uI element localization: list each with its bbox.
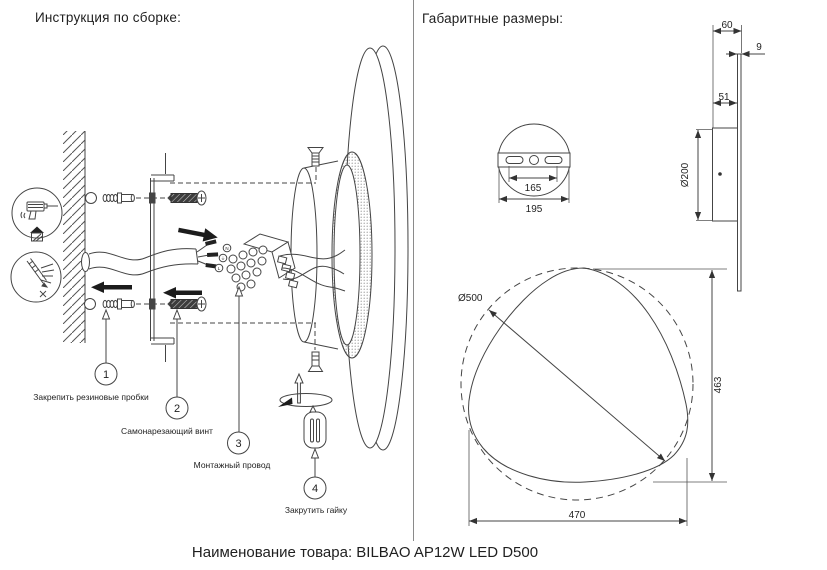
step-number-2: 2 — [173, 403, 181, 415]
drill-icon — [12, 188, 62, 241]
diameter-line — [489, 310, 665, 461]
dim-9: 9 — [756, 42, 762, 53]
dimensions-diagram — [458, 20, 765, 526]
terminal-label-earth: ⏚ — [220, 256, 226, 261]
insert-anchor-icon — [11, 252, 61, 302]
front-view — [458, 268, 727, 526]
dashed-circle-500 — [461, 268, 693, 500]
step-label-3: Монтажный провод — [193, 460, 271, 470]
step-number-3: 3 — [235, 438, 242, 450]
product-name-label: Наименование товара: — [191, 544, 353, 561]
dim-500: Ø500 — [458, 293, 483, 304]
dim-463: 463 — [713, 376, 724, 394]
step-label-2: Самонарезающий винт — [121, 426, 213, 436]
up-arrow-outline — [295, 374, 303, 403]
terminal-label-l: L — [217, 266, 221, 271]
wall — [63, 131, 97, 343]
terminal-holes — [227, 246, 267, 291]
wire-tips — [205, 239, 218, 268]
backplate-view — [498, 124, 570, 215]
dim-60: 60 — [721, 20, 733, 31]
step-label-4: Закрутить гайку — [284, 505, 348, 515]
direction-arrows — [91, 223, 219, 298]
barrel-nut — [304, 412, 326, 448]
step-number-4: 4 — [311, 483, 319, 495]
side-view — [680, 20, 765, 291]
mounting-bracket — [150, 153, 175, 362]
dim-195: 195 — [525, 204, 543, 215]
top-screw — [308, 148, 323, 167]
rubber-anchor-top — [103, 193, 134, 203]
step-label-1: Закрепить резиновые пробки — [33, 392, 149, 402]
arrow-left-icon — [91, 282, 132, 294]
screw-bottom — [168, 297, 206, 311]
product-name — [120, 544, 610, 561]
assembly-panel-title: Инструкция по сборке: — [35, 10, 182, 25]
cable-grommet — [82, 253, 90, 272]
arrow-left2-icon — [163, 287, 202, 299]
assembly-diagram — [11, 46, 408, 515]
dimensions-panel-title: Габаритные размеры: — [422, 11, 564, 26]
screw-top — [168, 191, 206, 205]
rubber-anchor-bottom — [103, 299, 134, 309]
product-name-value: BILBAO AP12W LED D500 — [356, 544, 539, 561]
bottom-screw-nut — [278, 352, 332, 448]
dim-200: Ø200 — [680, 162, 691, 188]
dim-165: 165 — [524, 183, 542, 194]
dim-51: 51 — [718, 92, 730, 103]
ext-lines-front — [469, 269, 727, 526]
step-number-1: 1 — [102, 369, 110, 381]
terminal-label-n: N — [225, 246, 229, 251]
dim-470: 470 — [568, 510, 586, 521]
terminal-block — [215, 234, 298, 291]
shade-outline — [469, 268, 688, 482]
